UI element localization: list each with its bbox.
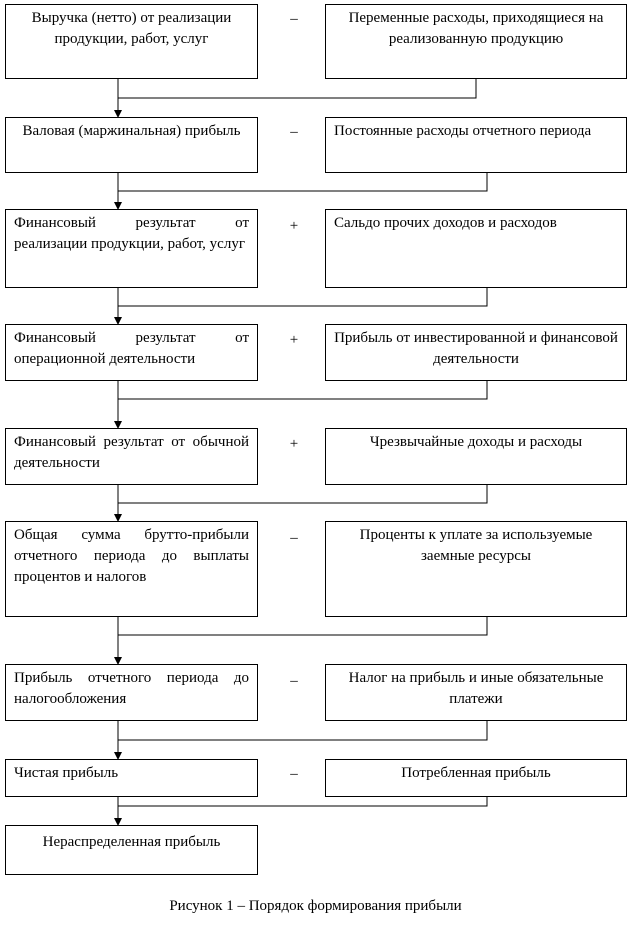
step-8-right-box: Потребленная прибыль xyxy=(325,759,627,797)
step-3-right-box: Сальдо прочих доходов и расходов xyxy=(325,209,627,288)
final-result-box: Нераспределенная прибыль xyxy=(5,825,258,875)
step-3-left-box: Финансовый результат от реализации продукции, работ, услуг xyxy=(5,209,258,288)
step-1-left-box: Выручка (нетто) от реализации продукции, работ, услуг xyxy=(5,4,258,79)
step-6-right-box: Проценты к уплате за используемые заемные ресурсы xyxy=(325,521,627,617)
step-1-operator: – xyxy=(290,11,298,27)
step-6-left-box: Общая сумма брутто-прибыли отчетного периода до выплаты процентов и налогов xyxy=(5,521,258,617)
step-2-right-box: Постоянные расходы отчетного периода xyxy=(325,117,627,173)
step-8-operator: – xyxy=(290,766,298,782)
figure-caption: Рисунок 1 – Порядок формирования прибыли xyxy=(169,898,462,914)
connector-7 xyxy=(118,721,487,740)
step-6-operator: – xyxy=(290,530,298,546)
step-3-operator: + xyxy=(289,218,299,234)
step-1-right-box: Переменные расходы, приходящиеся на реализованную продукцию xyxy=(325,4,627,79)
step-4-right-box: Прибыль от инвестированной и финансовой деятельности xyxy=(325,324,627,381)
step-5-left-box: Финансовый результат от обычной деятельности xyxy=(5,428,258,485)
step-7-right-box: Налог на прибыль и иные обязательные платежи xyxy=(325,664,627,721)
connector-2 xyxy=(118,173,487,191)
connector-4 xyxy=(118,381,487,399)
connector-6 xyxy=(118,617,487,635)
connector-3 xyxy=(118,288,487,306)
connector-1 xyxy=(118,79,476,98)
step-5-operator: + xyxy=(289,436,299,452)
step-7-left-box: Прибыль отчетного периода до налогообложения xyxy=(5,664,258,721)
connector-8 xyxy=(118,797,487,806)
step-4-left-box: Финансовый результат от операционной деятельности xyxy=(5,324,258,381)
step-4-operator: + xyxy=(289,332,299,348)
step-5-right-box: Чрезвычайные доходы и расходы xyxy=(325,428,627,485)
connector-5 xyxy=(118,485,487,503)
step-2-left-box: Валовая (маржинальная) прибыль xyxy=(5,117,258,173)
step-8-left-box: Чистая прибыль xyxy=(5,759,258,797)
step-7-operator: – xyxy=(290,673,298,689)
step-2-operator: – xyxy=(290,124,298,140)
